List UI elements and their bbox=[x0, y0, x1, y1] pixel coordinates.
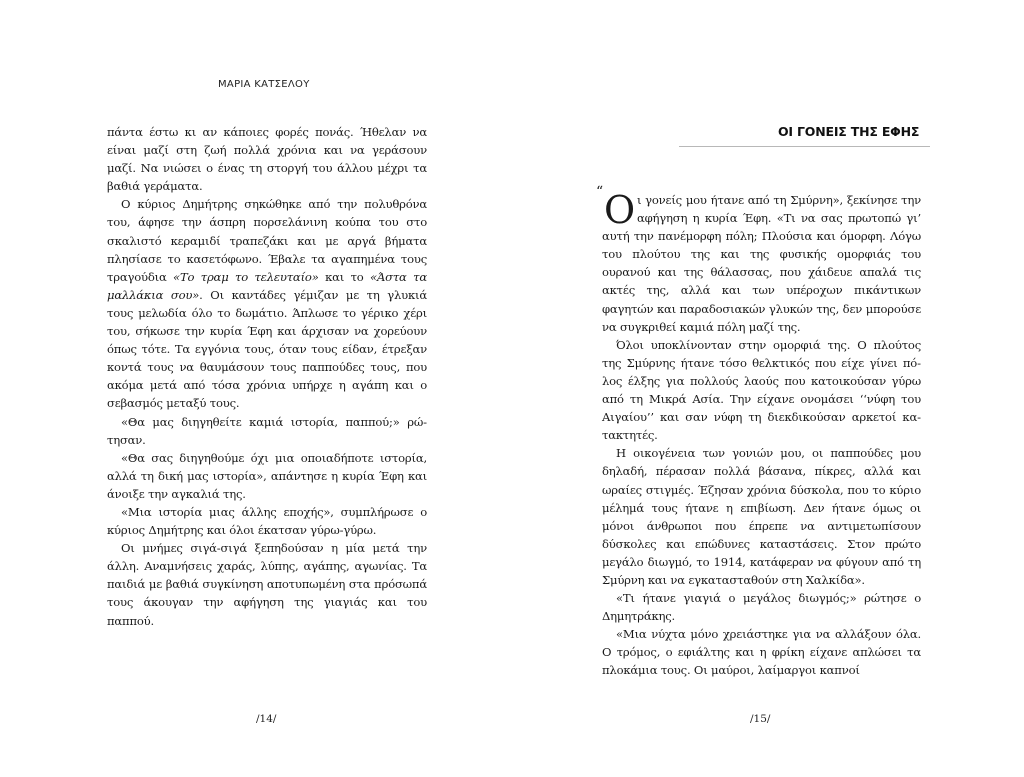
page-number: /15/ bbox=[750, 713, 771, 725]
page-number: /14/ bbox=[256, 713, 277, 725]
paragraph: «Θα μας διηγηθείτε καμιά ιστορία, παππού;» ρώτησαν. bbox=[107, 414, 427, 447]
song-title: «Το τραμ το τελευταίο» bbox=[173, 269, 319, 284]
paragraph: «Μια ιστορία μιας άλλης εποχής», συμπλήρωσε ο κύριος Δημήτρης και όλοι έκατσαν γύρω-γύρω. bbox=[107, 504, 427, 538]
opening-quote-mark: “ bbox=[596, 184, 603, 200]
chapter-title: ΟΙ ΓΟΝΕΙΣ ΤΗΣ ΕΦΗΣ bbox=[778, 124, 920, 139]
body-text bbox=[107, 123, 427, 630]
paragraph: πάντα έστω κι αν κάποιες φορές πονάς. Ήθελαν να είναι μαζί στη ζωή πολλά χρόνια και να γεράσουν μαζί. Να νιώσει ο ένας τη στοργή του άλλου μέχρι τα βαθιά γεράματα. bbox=[107, 125, 427, 194]
drop-cap: Ο bbox=[604, 188, 635, 232]
paragraph: «Μια νύχτα μόνο χρειάστηκε για να αλλάξουν όλα. Ο τρόμος, ο εφιάλτης και η φρίκη είχανε απλώσει τα πλοκάμια τους. Οι μαύροι, λαίμαργοι καπνοί bbox=[602, 627, 921, 678]
text-run: Ο κύριος Δημήτρης σηκώθηκε από την πολυθρόνα του, άφησε την άσπρη πορσελάνινη κούπα του στο σκαλιστό κεραμιδί τραπεζάκι και με αργά βήματα πλησίασε το κασετόφωνο. Έβαλε τα αγαπημένα τους τραγούδια bbox=[107, 197, 427, 284]
paragraph: «Θα σας διηγηθούμε όχι μια οποιαδήποτε ιστορία, αλλά τη δική μας ιστορία», απάντησε η κυρία Έφη και άνοιξε την αγκαλιά της. bbox=[107, 450, 427, 501]
paragraph: «Τι ήτανε γιαγιά ο μεγάλος διωγμός;» ρώτησε ο Δημητράκης. bbox=[602, 591, 921, 624]
paragraph: Η οικογένεια των γονιών μου, οι παππούδες μου δηλαδή, πέρασαν πολλά βάσανα, πίκρες, αλλά και ωραίες στιγμές. Έζησαν χρόνια δύσκολα, που το κύριο μέλημά τους ήτανε η επιβίωση. Δεν ήτανε όμως οι μόνοι άνθρωποι που έπρεπε να αντιμετωπίσουν δύσκολες και επώδυνες καταστάσεις. Στον πρώτο μεγάλο διωγμό, το 1914, κατάφεραν να φύγουν από τη Σμύρνη και να εγκατασταθούν στη Χαλκίδα». bbox=[602, 446, 921, 587]
title-divider bbox=[679, 146, 930, 147]
body-text bbox=[596, 184, 921, 680]
song-title: «Άστα τα μαλλάκια σου» bbox=[107, 269, 427, 302]
paragraph: Οι μνήμες σιγά-σιγά ξεπηδούσαν η μία μετά την άλλη. Αναμνήσεις χαράς, λύπης, αγάπης, αγωνίας. Τα παιδιά με βαθιά συγκίνηση αποτυπωμένη στα πρόσωπά τους άκουγαν την αφήγηση της γιαγιάς και του παππού. bbox=[107, 541, 427, 628]
text-run: . Οι καντάδες γέμιζαν με τη γλυκιά τους μελωδία όλο το δωμάτιο. Άπλωσε το γέρικο χέρι του, σήκωσε την κυρία Έφη και άρχισαν να χορεύουν όπως τότε. Τα εγγόνια τους, όταν τους είδαν, έτρεξαν κοντά τους να θαυμάσουν τους παππούδες τους, που ακόμα μετά από τόσα χρόνια υπήρχε η αγάπη και ο σεβασμός μεταξύ τους. bbox=[107, 287, 427, 411]
paragraph bbox=[107, 195, 427, 412]
right-page bbox=[512, 0, 1024, 777]
paragraph: Όλοι υποκλίνονταν στην ομορφιά της. Ο πλούτος της Σμύρνης ήτανε τόσο θελκτικός που είχε γίνει πόλος έλξης για πολλούς λαούς που κατοικούσαν γύρω από τη Μικρά Ασία. Την είχανε ονομάσει ‘‘νύφη του Αιγαίου’’ και σαν νύφη τη διεκδικούσαν αρκετοί κατακτητές. bbox=[602, 337, 921, 443]
running-header: ΜΑΡΙΑ ΚΑΤΣΕΛΟΥ bbox=[218, 79, 310, 90]
text-run: ι γονείς μου ήτανε από τη Σμύρνη», ξεκίνησε την αφήγηση η κυρία Έφη. «Τι να σας πρωτοπώ γι’ αυτή την πανέμορφη πόλη; Πλούσια και όμορφη. Λόγω του πλούτου της και της φυσικής ομορφιάς του ουρανού και της θάλασσας, που χάιδευε απαλά τις ακτές της, αλλά και των υπέροχων πικάντικων φαγητών και παραδοσιακών γλυκών της, δεν μπορούσε να συγκριθεί καμιά πόλη μαζί της. bbox=[602, 193, 921, 334]
text-run: και το bbox=[318, 269, 371, 284]
opening-paragraph bbox=[596, 184, 921, 336]
